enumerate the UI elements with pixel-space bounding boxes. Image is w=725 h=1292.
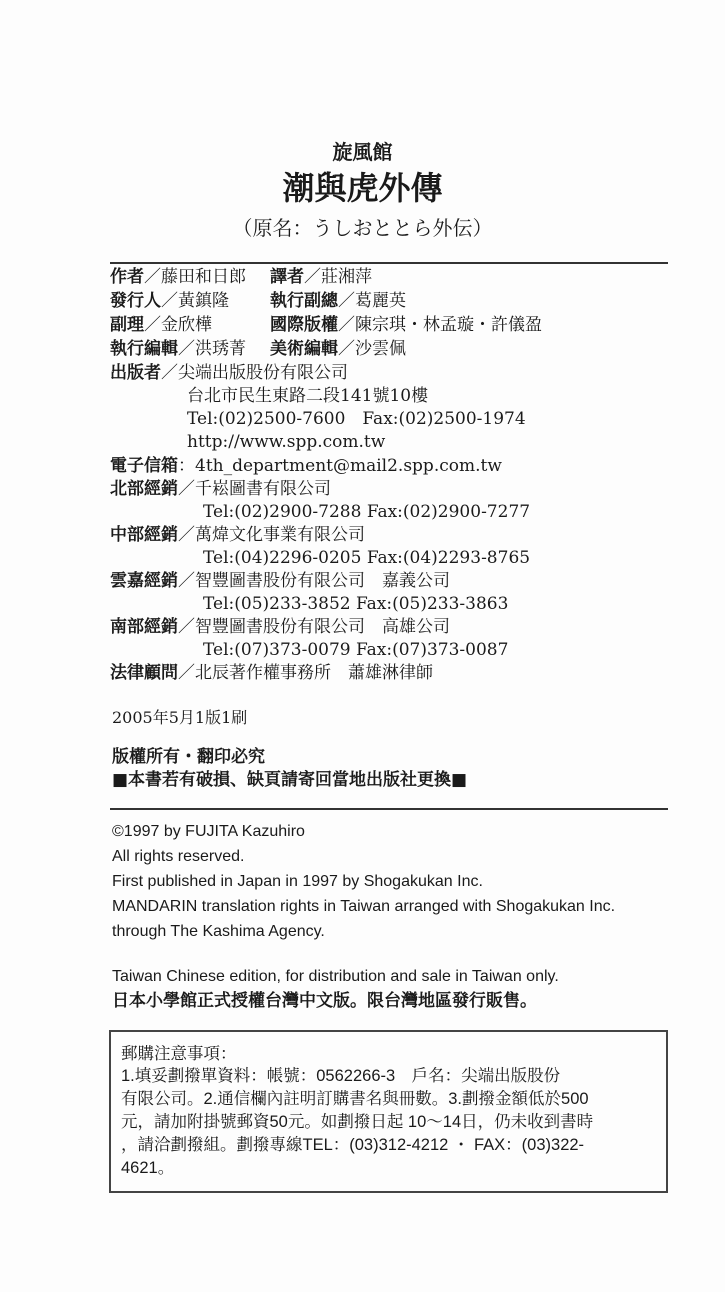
distributor-label: 中部經銷 xyxy=(110,525,178,545)
mail-order-line: 有限公司。2.通信欄內註明訂購書名與冊數。3.劃撥金額低於500 xyxy=(121,1090,589,1108)
mail-order-line: ，請洽劃撥組。劃撥專線TEL：(03)312-4212 ・ FAX：(03)322- xyxy=(121,1136,585,1154)
publisher-address: 台北市民生東路二段141號10樓 xyxy=(187,386,429,406)
divider xyxy=(110,262,668,264)
publisher-phone: Tel:(02)2500-7600 Fax:(02)2500-1974 xyxy=(187,409,526,429)
mail-order-line: 1.填妥劃撥單資料：帳號：0562266-3 戶名：尖端出版股份 xyxy=(121,1067,561,1085)
mail-order-line: 4621。 xyxy=(121,1159,175,1177)
publisher-url[interactable]: http://www.spp.com.tw xyxy=(187,432,386,452)
copyright-line: ©1997 by FUJITA Kazuhiro xyxy=(112,823,305,840)
credit-value: ／藤田和日郎 xyxy=(144,267,246,287)
distributor-name: ／萬煒文化事業有限公司 xyxy=(178,525,365,545)
email-label: 電子信箱 xyxy=(110,456,178,476)
publisher-label: 出版者 xyxy=(110,363,161,383)
agency: through The Kashima Agency. xyxy=(112,923,325,940)
mail-order-line: 元，請加附掛號郵資50元。如劃撥日起 10～14日，仍未收到書時 xyxy=(121,1113,594,1131)
distributor-phone: Tel:(02)2900-7288 Fax:(02)2900-7277 xyxy=(203,502,531,522)
credit-value: ／沙雲佩 xyxy=(338,339,406,359)
credit-label: 作者 xyxy=(110,267,144,287)
first-published: First published in Japan in 1997 by Shogakukan Inc. xyxy=(112,873,483,890)
distributor-name: ／千崧圖書有限公司 xyxy=(178,479,331,499)
distributor-phone: Tel:(05)233-3852 Fax:(05)233-3863 xyxy=(203,594,509,614)
credit-value: ／陳宗琪・林孟璇・許儀盈 xyxy=(338,315,542,335)
original-title: （原名：うしおととら外伝） xyxy=(232,216,493,240)
credit-label: 副理 xyxy=(110,315,144,335)
credit-label: 執行編輯 xyxy=(110,339,178,359)
credit-label: 譯者 xyxy=(270,267,304,287)
distributor-phone: Tel:(04)2296-0205 Fax:(04)2293-8765 xyxy=(203,548,531,568)
credit-label: 執行副總 xyxy=(270,291,338,311)
legal-label: 法律顧問 xyxy=(110,663,178,683)
credit-label: 國際版權 xyxy=(270,315,338,335)
rights-notice: 版權所有・翻印必究 xyxy=(112,747,265,767)
credit-value: ／黃鎮隆 xyxy=(161,291,229,311)
credit-value: ／莊湘萍 xyxy=(304,267,372,287)
publisher-name: ／尖端出版股份有限公司 xyxy=(161,363,348,383)
distributor-label: 北部經銷 xyxy=(110,479,178,499)
legal-value: ／北辰著作權事務所 蕭雄淋律師 xyxy=(178,663,433,683)
replacement-notice: ■本書若有破損、缺頁請寄回當地出版社更換■ xyxy=(112,770,468,790)
distributor-label: 南部經銷 xyxy=(110,617,178,637)
email-value[interactable]: ：4th_department@mail2.spp.com.tw xyxy=(178,456,502,476)
taiwan-edition-zh: 日本小學館正式授權台灣中文版。限台灣地區發行販售。 xyxy=(112,991,537,1011)
rights-reserved: All rights reserved. xyxy=(112,848,245,865)
distributor-name: ／智豐圖書股份有限公司 高雄公司 xyxy=(178,617,450,637)
mail-order-title: 郵購注意事項： xyxy=(121,1045,237,1063)
book-title: 潮與虎外傳 xyxy=(282,169,443,207)
credit-value: ／洪琇菁 xyxy=(178,339,246,359)
taiwan-edition-en: Taiwan Chinese edition, for distribution and sale in Taiwan only. xyxy=(112,968,559,985)
distributor-phone: Tel:(07)373-0079 Fax:(07)373-0087 xyxy=(203,640,509,660)
distributor-label: 雲嘉經銷 xyxy=(110,571,178,591)
credit-value: ／葛麗英 xyxy=(338,291,406,311)
credit-label: 美術編輯 xyxy=(270,339,338,359)
credit-value: ／金欣樺 xyxy=(144,315,212,335)
translation-rights: MANDARIN translation rights in Taiwan arranged with Shogakukan Inc. xyxy=(112,898,616,915)
distributor-name: ／智豐圖書股份有限公司 嘉義公司 xyxy=(178,571,450,591)
edition: 2005年5月1版1刷 xyxy=(112,708,248,727)
divider xyxy=(110,808,668,810)
series-name: 旋風館 xyxy=(332,140,393,164)
mail-order-box xyxy=(109,1030,668,1193)
credit-label: 發行人 xyxy=(110,291,161,311)
